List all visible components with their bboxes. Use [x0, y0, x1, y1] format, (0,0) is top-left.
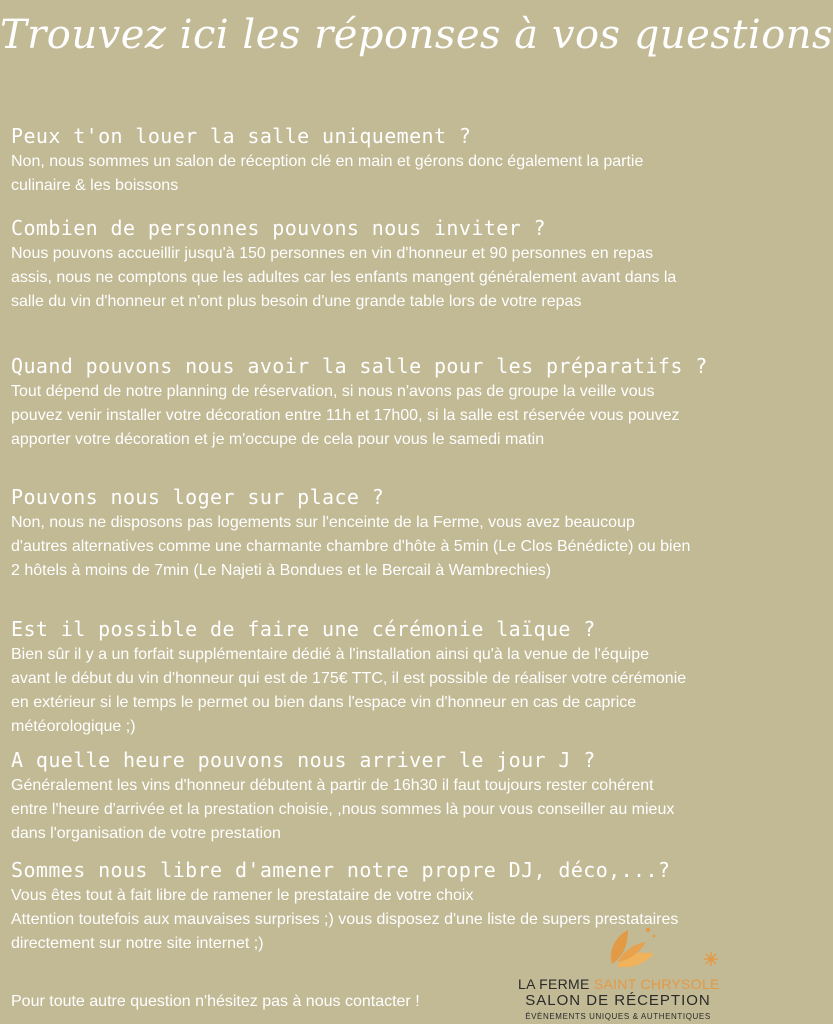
sparkle-icon — [704, 952, 718, 966]
contact-text: Pour toute autre question n'hésitez pas à nous contacter ! — [11, 993, 420, 1010]
faq-question: Combien de personnes pouvons nous inviter ? — [11, 216, 546, 240]
faq-item-3 — [11, 354, 717, 452]
faq-answer: Vous êtes tout à fait libre de ramener le prestataire de votre choix Attention toutefois aux mauvaises surprises ;) vous disposez d'une liste de supers prestataires directement sur notre site internet ;) — [11, 887, 679, 952]
logo-name — [518, 976, 718, 992]
faq-item-1 — [11, 124, 717, 198]
faq-item-6 — [11, 748, 717, 846]
faq-item-2 — [11, 216, 717, 314]
faq-answer: Bien sûr il y a un forfait supplémentaire dédié à l'installation ainsi qu'à la venue de l'équipe avant le début du vin d'honneur qui est de 175€ TTC, il est possible de réaliser votre cérémonie en extérieur si le temps le permet ou bien dans l'espace vin d'honneur en cas de caprice météorologique ;) — [11, 646, 687, 735]
leaf-logo-icon — [606, 926, 666, 972]
page-title: Trouvez ici les réponses à vos questions — [0, 12, 833, 58]
faq-answer: Généralement les vins d'honneur débutent à partir de 16h30 il faut toujours rester cohérent entre l'heure d'arrivée et la prestation choisie, ,nous sommes là pour vous conseiller au mieux dans l'organisation de votre prestation — [11, 777, 675, 842]
faq-item-4 — [11, 485, 717, 583]
logo-name-part2: SAINT CHRYSOLE — [593, 976, 720, 992]
faq-answer: Non, nous sommes un salon de réception clé en main et gérons donc également la partie culinaire & les boissons — [11, 153, 644, 194]
faq-question: Pouvons nous loger sur place ? — [11, 485, 385, 509]
faq-answer: Tout dépend de notre planning de réservation, si nous n'avons pas de groupe la veille vous pouvez venir installer votre décoration entre 11h et 17h00, si la salle est réservée vous pouvez apporter votre décoration et je m'occupe de cela pour vous le samedi matin — [11, 383, 680, 448]
faq-question: Est il possible de faire une cérémonie laïque ? — [11, 617, 596, 641]
logo-subtitle: SALON DE RÉCEPTION — [525, 992, 711, 1009]
faq-item-5 — [11, 617, 717, 739]
faq-question: A quelle heure pouvons nous arriver le jour J ? — [11, 748, 596, 772]
venue-logo — [512, 924, 720, 1024]
faq-answer: Non, nous ne disposons pas logements sur l'enceinte de la Ferme, vous avez beaucoup d'autres alternatives comme une charmante chambre d'hôte à 5min (Le Clos Bénédicte) ou bien 2 hôtels à moins de 7min (Le Najeti à Bondues et le Bercail à Wambrechies) — [11, 514, 691, 579]
logo-name-part1: LA FERME — [518, 976, 594, 992]
faq-answer: Nous pouvons accueillir jusqu'à 150 personnes en vin d'honneur et 90 personnes en repas assis, nous ne comptons que les adultes car les enfants mangent généralement avant dans la salle du vin d'honneur et n'ont plus besoin d'une grande table lors de votre repas — [11, 245, 677, 310]
faq-question: Quand pouvons nous avoir la salle pour les préparatifs ? — [11, 354, 708, 378]
faq-question: Sommes nous libre d'amener notre propre DJ, déco,...? — [11, 858, 671, 882]
faq-question: Peux t'on louer la salle uniquement ? — [11, 124, 472, 148]
logo-tagline: ÉVÈNEMENTS UNIQUES & AUTHENTIQUES — [525, 1012, 711, 1021]
